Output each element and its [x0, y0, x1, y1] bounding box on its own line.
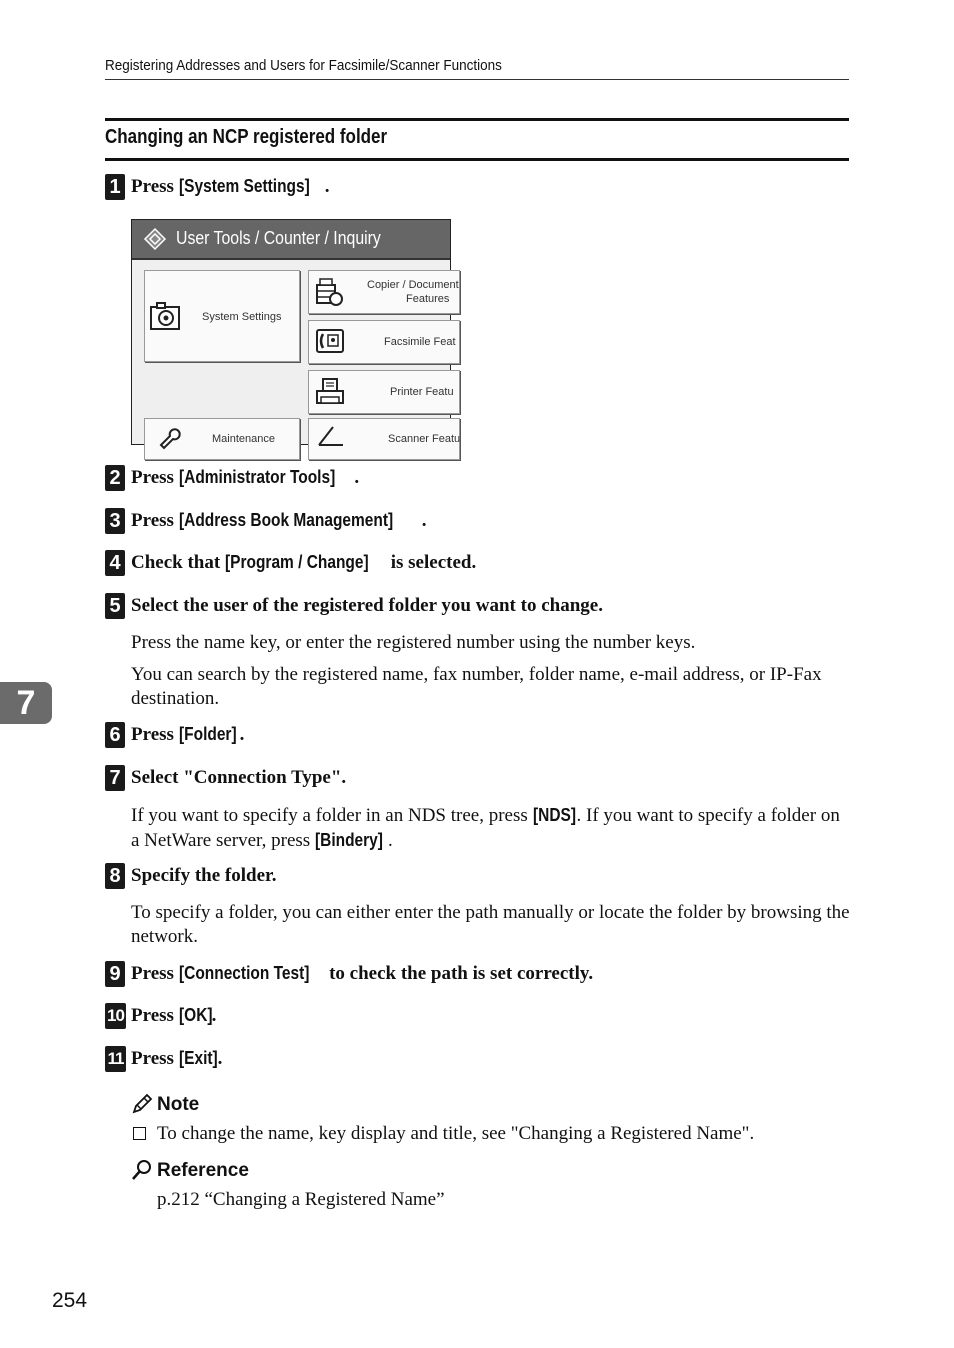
step-description	[131, 631, 851, 719]
facsimile-label: Facsimile Feat	[384, 336, 456, 348]
step-paragraph: You can search by the registered name, fax number, folder name, e-mail address, or IP-Fax destination.	[131, 664, 822, 709]
note-item: To change the name, key display and title, see "Changing a Registered Name".	[131, 1122, 851, 1146]
copier-label-line2: Features	[406, 293, 450, 305]
key-label: [Address Book Management]	[178, 510, 393, 530]
printer-icon	[315, 377, 345, 407]
key-label: [Folder]	[178, 724, 237, 744]
step-paragraph: Press the name key, or enter the registered number using the number keys.	[131, 632, 696, 653]
key-label: [Exit]	[178, 1048, 218, 1068]
section-top-rule	[105, 118, 849, 121]
printer-label: Printer Featu	[390, 386, 454, 398]
step-number: 11	[105, 1046, 126, 1072]
key-label: [Administrator Tools]	[178, 467, 335, 487]
note-heading: Note	[131, 1092, 851, 1118]
reference-block	[131, 1158, 851, 1212]
step-description: If you want to specify a folder in an NDS tree, press [NDS]. If you want to specify a folder on a NetWare server, press [Bindery] .	[131, 805, 840, 851]
magnifier-icon	[131, 1159, 153, 1181]
step-paragraph: To specify a folder, you can either enter the path manually or locate the folder by browsing the network.	[131, 902, 850, 947]
step-number: 9	[105, 961, 125, 987]
step-number: 6	[105, 722, 125, 748]
chapter-tab	[0, 682, 52, 724]
copier-document-features-button[interactable]	[308, 270, 460, 314]
key-label: [OK]	[178, 1005, 213, 1025]
step-number: 10	[105, 1003, 126, 1029]
system-settings-button[interactable]	[144, 270, 300, 362]
scanner-label: Scanner Featu	[388, 433, 461, 445]
scanner-icon	[315, 423, 345, 449]
maintenance-button[interactable]	[144, 418, 300, 460]
screen-title: User Tools / Counter / Inquiry	[176, 228, 381, 248]
step-number: 5	[105, 593, 125, 619]
facsimile-features-button[interactable]	[308, 320, 460, 364]
note-block	[131, 1092, 851, 1146]
step-instruction: Select "Connection Type".	[131, 767, 347, 788]
step-number: 7	[105, 765, 125, 791]
step-number: 8	[105, 863, 125, 889]
screen-titlebar	[132, 220, 450, 260]
section-title: Changing an NCP registered folder	[105, 126, 388, 148]
step-description	[131, 901, 851, 957]
wrench-icon	[157, 425, 181, 449]
checkbox-bullet-icon	[133, 1127, 146, 1140]
step-instruction: Specify the folder.	[131, 865, 277, 886]
key-label: [System Settings]	[178, 176, 310, 196]
key-label: [Program / Change]	[224, 552, 369, 572]
step-instruction: Press [Address Book Management] .	[131, 510, 427, 531]
section-bottom-rule	[105, 158, 849, 161]
step-number: 3	[105, 508, 125, 534]
reference-link[interactable]: p.212 “Changing a Registered Name”	[157, 1189, 445, 1210]
key-label: [NDS]	[532, 805, 576, 825]
reference-heading: Reference	[131, 1158, 851, 1184]
chapter-number: 7	[16, 684, 36, 722]
step-instruction: Select the user of the registered folder you want to change.	[131, 595, 603, 616]
maintenance-label: Maintenance	[212, 433, 275, 445]
scanner-features-button[interactable]	[308, 418, 460, 460]
step-instruction: Press [Folder] .	[131, 724, 245, 745]
step-instruction: Press [Exit].	[131, 1048, 223, 1069]
step-instruction: Press [Connection Test] to check the path is set correctly.	[131, 963, 594, 984]
header-rule	[105, 79, 849, 80]
copier-icon	[314, 277, 344, 307]
step-number: 4	[105, 550, 125, 576]
step-number: 2	[105, 465, 125, 491]
pencil-icon	[131, 1093, 153, 1115]
step-instruction: Check that [Program / Change] is selected.	[131, 552, 477, 573]
key-label: [Connection Test]	[178, 963, 310, 983]
printer-features-button[interactable]	[308, 370, 460, 414]
system-settings-icon	[149, 301, 181, 331]
step-instruction: Press [OK].	[131, 1005, 217, 1026]
key-label: [Bindery]	[314, 830, 383, 850]
system-settings-label: System Settings	[202, 311, 282, 323]
page-number: 254	[52, 1289, 88, 1312]
control-panel-screenshot	[131, 219, 461, 445]
facsimile-icon	[315, 328, 345, 356]
step-instruction: Press [System Settings] .	[131, 176, 330, 197]
step-number: 1	[105, 174, 125, 200]
copier-label-line1: Copier / Document	[367, 279, 459, 291]
running-header: Registering Addresses and Users for Facsimile/Scanner Functions	[105, 57, 502, 74]
step-instruction: Press [Administrator Tools] .	[131, 467, 360, 488]
user-tools-icon	[144, 228, 166, 250]
